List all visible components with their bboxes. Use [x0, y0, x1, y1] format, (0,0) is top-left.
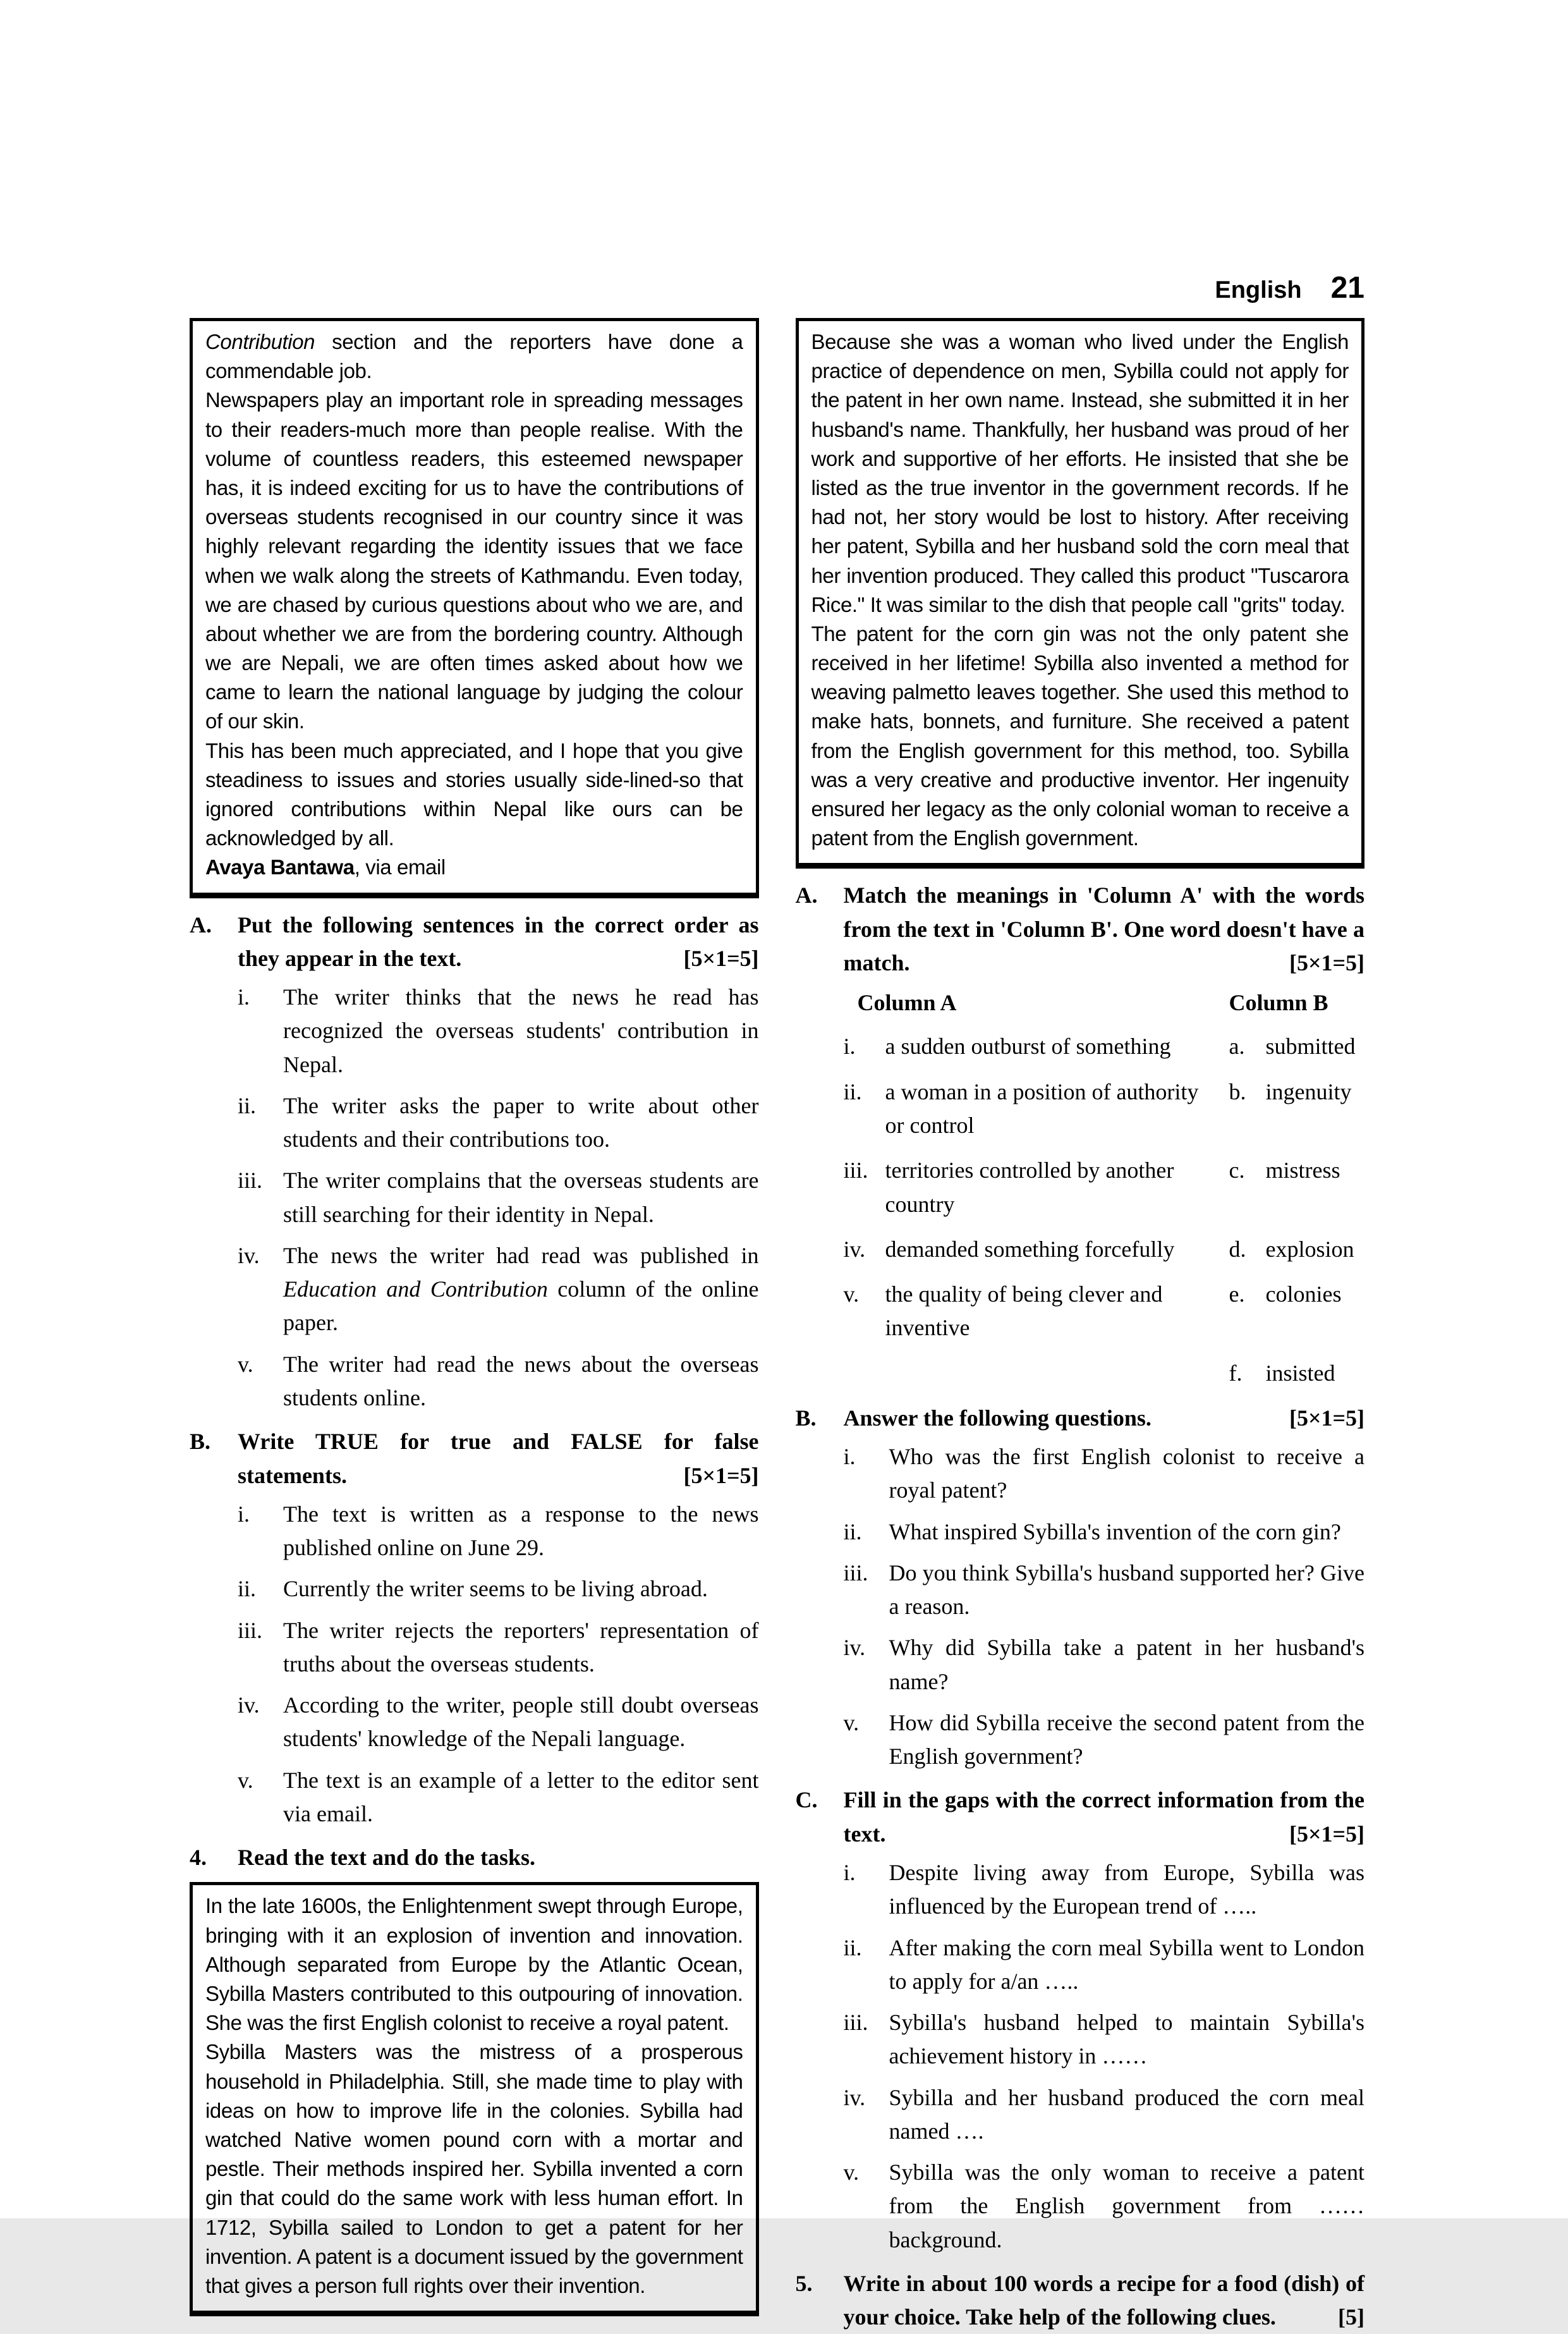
item-numeral: v. — [238, 1767, 253, 1793]
meaning-text: the quality of being clever and inventive — [885, 1281, 1163, 1341]
list-item — [238, 1498, 759, 1565]
item-numeral: ii. — [843, 1934, 862, 1960]
item-numeral: v. — [843, 2160, 860, 2185]
section-number: 4. — [190, 1845, 207, 1871]
item-text: Why did Sybilla take a patent in her husband's name? — [889, 1635, 1364, 1694]
option-letter: d. — [1229, 1236, 1246, 1262]
list-item — [844, 2081, 1365, 2149]
option-letter: b. — [1229, 1078, 1246, 1104]
section-b-true-false — [190, 1425, 759, 1831]
section-a-order-sentences — [190, 908, 759, 1415]
item-numeral: iii. — [843, 2010, 868, 2036]
item-numeral: iv. — [843, 1236, 866, 1262]
signature-line — [205, 853, 743, 882]
item-numeral: v. — [843, 1281, 860, 1307]
passage-paragraph: This has been much appreciated, and I hope that you give steadiness to issues and stories usually side-lined-so that ignored contributions within Nepal like ours can be acknowledged by all. — [205, 738, 743, 850]
section-title-text: Fill in the gaps with the correct information from the text. — [843, 1787, 1364, 1847]
match-row — [844, 1278, 1365, 1345]
item-numeral: ii. — [843, 1078, 862, 1104]
list-item — [238, 1239, 759, 1340]
section-title-text: Answer the following questions. — [843, 1405, 1152, 1431]
section-heading — [796, 879, 1365, 980]
page-number: 21 — [1330, 271, 1364, 305]
option-word: mistress — [1265, 1158, 1340, 1183]
text-run: section and the reporters have done a commendable job. — [205, 330, 743, 383]
list-item — [844, 1631, 1365, 1699]
italic-run: Education and Contribution — [283, 1276, 548, 1302]
marks-badge: [5×1=5] — [683, 1462, 759, 1488]
item-text: Currently the writer seems to be living abroad. — [283, 1576, 708, 1602]
item-text: According to the writer, people still doubt overseas students' knowledge of the Nepali language. — [283, 1692, 759, 1752]
item-text: The writer complains that the overseas students are still searching for their identity in Nepal. — [283, 1168, 759, 1227]
list-item — [844, 1515, 1365, 1549]
item-numeral — [844, 1357, 885, 1390]
item-text: The text is an example of a letter to the editor sent via email. — [283, 1767, 759, 1826]
list-item — [238, 1614, 759, 1682]
left-column — [190, 318, 759, 2316]
section-b-questions — [796, 1402, 1365, 1774]
list-item — [238, 981, 759, 1082]
meaning-text — [885, 1357, 1208, 1390]
section-heading — [190, 908, 759, 976]
passage-paragraph: In the late 1600s, the Enlightenment swept through Europe, bringing with it an explosion of invention and innovation. Although separated from Europe by the Atlantic Ocean, Sybilla Masters contributed to this outpouring of innovation. She was the first English colonist to receive a royal patent. — [205, 1894, 743, 2035]
section-title-text: Match the meanings in 'Column A' with the words from the text in 'Column B'. One word doesn't have a match. — [843, 883, 1364, 975]
option-letter: a. — [1229, 1034, 1245, 1060]
italic-run: Contribution — [205, 330, 315, 353]
list-item — [238, 1348, 759, 1415]
option-word: submitted — [1265, 1034, 1356, 1060]
two-column-layout — [190, 318, 1364, 2334]
meaning-text: a sudden outburst of something — [885, 1034, 1171, 1060]
match-row — [844, 1154, 1365, 1221]
section-title — [238, 1425, 759, 1493]
option-word: colonies — [1265, 1281, 1342, 1307]
section-title — [238, 908, 759, 976]
marks-badge: [5×1=5] — [683, 945, 759, 971]
item-text: The writer asks the paper to write about other students and their contributions too. — [283, 1092, 759, 1152]
list-item — [844, 2006, 1365, 2074]
signature-name: Avaya Bantawa — [205, 855, 355, 879]
item-text: The writer rejects the reporters' representation of truths about the overseas students. — [283, 1617, 759, 1677]
section-number: 5. — [795, 2270, 813, 2296]
item-numeral: iv. — [843, 1635, 866, 1661]
passage-paragraph: Sybilla Masters was the mistress of a prosperous household in Philadelphia. Still, she made time to play with ideas on how to improve life in the colonies. Sybilla had watched Native women pound corn with a mortar and pestle. Their methods inspired her. Sybilla invented a corn gin that could do the same work with less human effort. In 1712, Sybilla sailed to London to get a patent for her invention. A patent is a document issued by the government that gives a person full rights over their invention. — [205, 2040, 743, 2297]
item-text: What inspired Sybilla's invention of the corn gin? — [889, 1518, 1341, 1544]
question-list — [238, 1498, 759, 1831]
item-text — [283, 1239, 759, 1340]
section-letter: A. — [795, 883, 818, 908]
marks-badge: [5×1=5] — [1289, 1405, 1364, 1431]
list-item — [844, 1931, 1365, 1999]
list-item — [844, 1556, 1365, 1624]
section-title — [844, 1783, 1365, 1851]
option-word: explosion — [1265, 1236, 1354, 1262]
item-numeral: iv. — [238, 1242, 260, 1268]
section-heading — [796, 2267, 1365, 2334]
item-numeral: i. — [843, 1034, 856, 1060]
list-item — [844, 2156, 1365, 2257]
section-4-read-text — [190, 1841, 759, 2316]
text-run: column of the online paper. — [283, 1276, 759, 1336]
list-item — [238, 1089, 759, 1157]
passage-paragraph — [205, 327, 743, 386]
section-heading — [190, 1841, 759, 1874]
meaning-text: demanded something forcefully — [885, 1236, 1175, 1262]
letter-passage-box — [190, 318, 759, 898]
item-text: After making the corn meal Sybilla went to London to apply for a/an ….. — [889, 1934, 1364, 1994]
section-c-fill-gaps — [796, 1783, 1365, 2256]
column-a-header: Column A — [857, 990, 957, 1016]
item-numeral: ii. — [843, 1518, 862, 1544]
matching-header-row — [844, 986, 1365, 1020]
list-item — [844, 1440, 1365, 1508]
marks-badge: [5×1=5] — [1289, 950, 1364, 975]
option-word: insisted — [1265, 1360, 1335, 1386]
section-title — [844, 879, 1365, 980]
right-column — [796, 318, 1365, 2334]
item-text: The writer thinks that the news he read has recognized the overseas students' contribution in Nepal. — [283, 984, 759, 1077]
item-text: The writer had read the news about the overseas students online. — [283, 1351, 759, 1411]
item-numeral: ii. — [238, 1092, 257, 1118]
item-numeral: iii. — [843, 1560, 868, 1586]
question-list — [844, 1440, 1365, 1773]
column-b-header: Column B — [1229, 990, 1328, 1016]
section-title-text: Write in about 100 words a recipe for a food (dish) of your choice. Take help of the following clues. — [843, 2270, 1364, 2330]
section-5-recipe-writing — [796, 2267, 1365, 2334]
item-numeral: i. — [238, 1501, 250, 1527]
question-list — [844, 1856, 1365, 2257]
section-title-text: Put the following sentences in the correct order as they appear in the text. — [238, 912, 759, 971]
section-letter: A. — [190, 912, 212, 938]
item-numeral: i. — [843, 1860, 856, 1886]
question-list — [238, 981, 759, 1415]
section-letter: B. — [795, 1405, 817, 1431]
marks-badge: [5×1=5] — [1289, 1821, 1364, 1847]
option-letter: f. — [1229, 1360, 1243, 1386]
item-numeral: i. — [843, 1444, 856, 1470]
section-title — [844, 2267, 1365, 2334]
passage-paragraph: Because she was a woman who lived under the English practice of dependence on men, Sybilla could not apply for the patent in her own name. Instead, she submitted it in her husband's name. Thankfully, her husband was proud of her work and supportive of her efforts. He insisted that she be listed as the true inventor in the government records. If he had not, her story would be lost to history. After receiving her patent, Sybilla and her husband sold the corn meal that her invention produced. They called this product "Tuscarora Rice." It was similar to the dish that people call "grits" today. — [811, 330, 1349, 616]
meaning-text: territories controlled by another country — [885, 1158, 1174, 1217]
passage-paragraph: The patent for the corn gin was not the only patent she received in her lifetime! Sybilla also invented a method for weaving palmetto leaves together. She used this method to make hats, bonnets, and furniture. She received a patent from the English government for this method, too. Sybilla was a very creative and productive inventor. Her ingenuity ensured her legacy as the only colonial woman to receive a patent from the English government. — [811, 621, 1349, 850]
item-numeral: iii. — [843, 1158, 868, 1183]
item-numeral: iii. — [238, 1168, 263, 1194]
item-numeral: v. — [238, 1351, 253, 1377]
section-title-text: Write TRUE for true and FALSE for false statements. — [238, 1429, 759, 1488]
section-letter: C. — [795, 1787, 818, 1813]
signature-suffix: , via email — [354, 855, 446, 879]
item-numeral: iv. — [238, 1692, 260, 1718]
item-text: Do you think Sybilla's husband supported her? Give a reason. — [889, 1560, 1364, 1620]
item-text: How did Sybilla receive the second patent from the English government? — [889, 1709, 1364, 1769]
list-item — [238, 1764, 759, 1831]
item-numeral: iii. — [238, 1617, 263, 1643]
section-title: Read the text and do the tasks. — [238, 1845, 536, 1871]
section-letter: B. — [190, 1429, 211, 1455]
match-row — [844, 1357, 1365, 1390]
list-item — [238, 1164, 759, 1231]
list-item — [844, 1856, 1365, 1924]
item-text: Sybilla and her husband produced the corn meal named …. — [889, 2084, 1364, 2144]
option-letter: c. — [1229, 1158, 1245, 1183]
subject-label: English — [1215, 277, 1302, 303]
section-heading — [796, 1783, 1365, 1851]
item-text: Despite living away from Europe, Sybilla was influenced by the European trend of ….. — [889, 1860, 1364, 1919]
option-letter: e. — [1229, 1281, 1245, 1307]
list-item — [844, 1706, 1365, 1774]
option-word: ingenuity — [1265, 1078, 1352, 1104]
marks-badge: [5] — [1338, 2304, 1364, 2330]
item-numeral: ii. — [238, 1576, 257, 1602]
item-numeral: v. — [843, 1709, 860, 1735]
page-header — [190, 271, 1364, 305]
text-run: The news the writer had read was published in — [283, 1242, 759, 1268]
section-heading — [190, 1425, 759, 1493]
match-row — [844, 1075, 1365, 1143]
list-item — [238, 1572, 759, 1606]
match-row — [844, 1030, 1365, 1063]
section-a-matching — [796, 879, 1365, 1390]
section-title — [844, 1402, 1365, 1435]
section-heading — [796, 1402, 1365, 1435]
item-numeral: iv. — [843, 2084, 866, 2110]
list-item — [238, 1689, 759, 1756]
item-text: Sybilla was the only woman to receive a patent from the English government from …… background. — [889, 2160, 1364, 2252]
item-text: The text is written as a response to the news published online on June 29. — [283, 1501, 759, 1561]
meaning-text: a woman in a position of authority or control — [885, 1078, 1199, 1138]
item-text: Sybilla's husband helped to maintain Sybilla's achievement history in …… — [889, 2010, 1364, 2069]
sybilla-passage-box — [190, 1882, 759, 2316]
passage-paragraph: Newspapers play an important role in spreading messages to their readers-much more than people realise. With the volume of countless readers, this esteemed newspaper has, it is indeed exciting for us to have the contributions of overseas students recognised in our country since it was highly relevant regarding the identity issues that we face when we walk along the streets of Kathmandu. Even today, we are chased by curious questions about who we are, and about whether we are from the bordering country. Although we are Nepali, we are often times asked about how we came to learn the national language by judging the colour of our skin. — [205, 388, 743, 733]
match-row — [844, 1233, 1365, 1266]
matching-table — [844, 986, 1365, 1390]
item-text: Who was the first English colonist to receive a royal patent? — [889, 1444, 1364, 1503]
item-numeral: i. — [238, 984, 250, 1010]
sybilla-passage-box-continued — [796, 318, 1365, 869]
